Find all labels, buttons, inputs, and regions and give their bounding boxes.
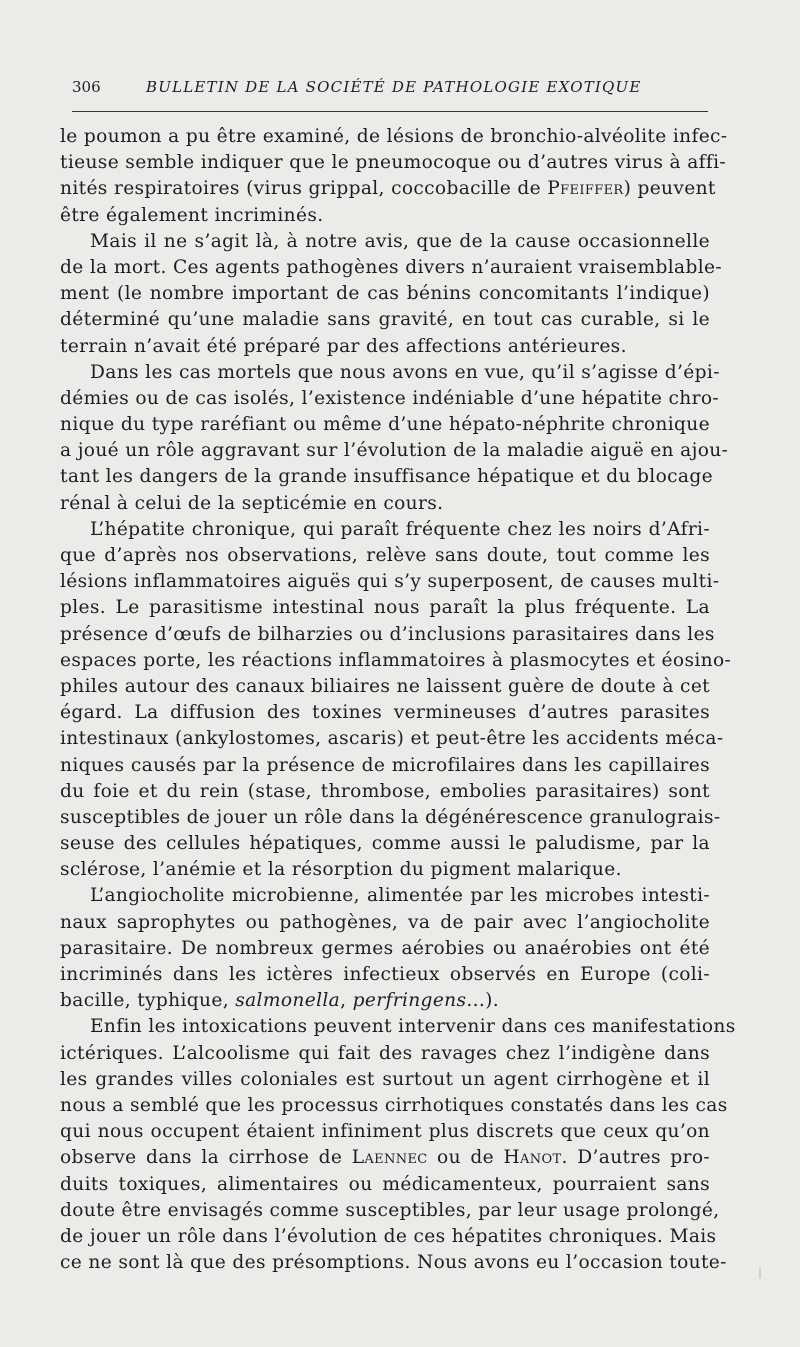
- text-segment: être également incriminés.: [60, 204, 324, 226]
- body-text: [60, 124, 736, 1276]
- text-line: [60, 334, 710, 360]
- author-name: Laennec: [351, 1147, 428, 1169]
- text-line: [60, 857, 710, 883]
- paper-mark: [759, 1267, 761, 1279]
- text-line: [60, 229, 710, 255]
- italic-term: perfringens: [352, 990, 467, 1012]
- text-line: [60, 569, 720, 595]
- text-segment: . D’autres pro-: [561, 1147, 710, 1169]
- text-segment: tant les dangers de la grande insuffisance hépatique et du blocage: [60, 466, 713, 488]
- text-segment: seuse des cellules hépatiques, comme aussi le paludisme, par la: [60, 833, 710, 855]
- text-line: [60, 883, 710, 909]
- text-segment: espaces porte, les réactions inflammatoires à plasmocytes et éosino-: [60, 649, 732, 671]
- text-segment: sclérose, l’anémie et la résorption du pigment malarique.: [60, 859, 622, 881]
- text-segment: ...).: [466, 990, 500, 1012]
- text-segment: bacille, typhique,: [60, 990, 236, 1012]
- text-line: [60, 831, 710, 857]
- text-line: [60, 1172, 710, 1198]
- text-line: [60, 805, 721, 831]
- text-segment: observe dans la cirrhose de: [60, 1147, 352, 1169]
- text-segment: incriminés dans les ictères infectieux observés en Europe (coli-: [60, 964, 710, 985]
- text-line: [60, 412, 710, 438]
- text-line: [60, 464, 713, 490]
- text-segment: susceptibles de jouer un rôle dans la dégénérescence granulograis-: [60, 806, 721, 828]
- text-segment: déterminé qu’une maladie sans gravité, en tout cas curable, si le: [60, 309, 710, 331]
- text-segment: ples. Le parasitisme intestinal nous paraît la plus fréquente. La: [60, 597, 710, 619]
- text-segment: démies ou de cas isolés, l’existence indéniable d’une hépatite chro-: [60, 387, 720, 409]
- text-line: [60, 700, 710, 726]
- text-line: [60, 176, 716, 202]
- text-line: [60, 255, 723, 281]
- text-segment: duits toxiques, alimentaires ou médicamenteux, pourraient sans: [60, 1173, 710, 1195]
- text-line: [60, 1041, 710, 1067]
- text-line: [60, 910, 710, 936]
- text-segment: tieuse semble indiquer que le pneumocoque ou d’autres virus à affi-: [60, 152, 727, 174]
- text-segment: Enfin les intoxications peuvent intervenir dans ces manifestations: [90, 1016, 736, 1038]
- text-line: [60, 1250, 727, 1276]
- text-line: [60, 1014, 736, 1040]
- text-line: [60, 779, 710, 805]
- text-segment: terrain n’avait été préparé par des affections antérieures.: [60, 335, 627, 357]
- text-line: [60, 1145, 710, 1171]
- text-line: [60, 543, 710, 569]
- text-line: [60, 386, 720, 412]
- text-line: [60, 281, 710, 307]
- text-line: [60, 753, 710, 779]
- page-number: 306: [72, 78, 101, 96]
- text-segment: niques causés par la présence de microfilaires dans les capillaires: [60, 754, 710, 776]
- text-segment: de jouer un rôle dans l’évolution de ces hépatites chroniques. Mais: [60, 1225, 717, 1247]
- text-line: [60, 307, 710, 333]
- text-line: [60, 124, 728, 150]
- text-segment: ce ne sont là que des présomptions. Nous avons eu l’occasion toute-: [60, 1252, 727, 1274]
- text-line: [60, 1224, 717, 1250]
- text-line: [60, 203, 710, 229]
- author-name: Pfeiffer: [547, 178, 624, 200]
- text-line: [60, 1093, 728, 1119]
- text-segment: de la mort. Ces agents pathogènes divers n’auraient vraisemblable-: [60, 256, 723, 278]
- text-line: [60, 438, 729, 464]
- author-name: Hanot: [503, 1147, 562, 1169]
- text-segment: rénal à celui de la septicémie en cours.: [60, 492, 444, 514]
- text-line: [60, 360, 720, 386]
- text-segment: parasitaire. De nombreux germes aérobies ou anaérobies ont été: [60, 937, 710, 959]
- text-segment: ) peuvent: [623, 178, 716, 200]
- running-head: [72, 78, 712, 102]
- text-segment: philes autour des canaux biliaires ne laissent guère de doute à cet: [60, 675, 710, 697]
- text-line: [60, 1119, 710, 1145]
- text-segment: nique du type raréfiant ou même d’une hépato-néphrite chronique: [60, 414, 710, 436]
- text-line: [60, 988, 710, 1014]
- text-line: [60, 1067, 710, 1093]
- text-line: [60, 726, 724, 752]
- text-segment: le poumon a pu être examiné, de lésions de bronchio-alvéolite infec-: [60, 126, 728, 147]
- text-segment: doute être envisagés comme susceptibles, par leur usage prolongé,: [60, 1199, 720, 1221]
- text-segment: les grandes villes coloniales est surtout un agent cirrhogène et il: [60, 1068, 710, 1090]
- text-segment: L’hépatite chronique, qui paraît fréquente chez les noirs d’Afri-: [90, 518, 710, 540]
- italic-term: salmonella: [235, 990, 341, 1012]
- text-segment: nités respiratoires (virus grippal, coccobacille de: [60, 178, 548, 200]
- text-segment: lésions inflammatoires aiguës qui s’y superposent, de causes multi-: [60, 571, 720, 593]
- text-segment: qui nous occupent étaient infiniment plus discrets que ceux qu’on: [60, 1121, 710, 1143]
- text-segment: Dans les cas mortels que nous avons en vue, qu’il s’agisse d’épi-: [90, 361, 720, 383]
- header-rule: [72, 111, 708, 112]
- text-line: [60, 150, 727, 176]
- text-line: [60, 491, 710, 517]
- text-segment: ment (le nombre important de cas bénins concomitants l’indique): [60, 283, 710, 305]
- text-line: [60, 517, 710, 543]
- journal-title: BULLETIN DE LA SOCIÉTÉ DE PATHOLOGIE EXOTIQUE: [146, 78, 642, 96]
- text-segment: naux saprophytes ou pathogènes, va de pair avec l’angiocholite: [60, 911, 710, 933]
- text-line: [60, 674, 710, 700]
- text-line: [60, 1198, 720, 1224]
- text-line: [60, 595, 710, 621]
- text-line: [60, 936, 710, 962]
- text-line: [60, 648, 732, 674]
- text-segment: du foie et du rein (stase, thrombose, embolies parasitaires) sont: [60, 780, 710, 802]
- text-segment: égard. La diffusion des toxines vermineuses d’autres parasites: [60, 702, 710, 724]
- text-segment: nous a semblé que les processus cirrhotiques constatés dans les cas: [60, 1094, 728, 1116]
- text-line: [60, 622, 715, 648]
- text-segment: ou de: [427, 1147, 504, 1169]
- text-segment: Mais il ne s’agit là, à notre avis, que de la cause occasionnelle: [90, 230, 710, 252]
- text-segment: ,: [340, 990, 353, 1012]
- text-segment: présence d’œufs de bilharzies ou d’inclusions parasitaires dans les: [60, 623, 715, 645]
- text-segment: que d’après nos observations, relève sans doute, tout comme les: [60, 545, 710, 566]
- text-segment: intestinaux (ankylostomes, ascaris) et peut-être les accidents méca-: [60, 728, 724, 750]
- text-line: [60, 962, 710, 988]
- text-segment: L’angiocholite microbienne, alimentée par les microbes intesti-: [90, 885, 710, 907]
- text-segment: a joué un rôle aggravant sur l’évolution de la maladie aiguë en ajou-: [60, 440, 729, 462]
- text-segment: ictériques. L’alcoolisme qui fait des ravages chez l’indigène dans: [60, 1042, 710, 1064]
